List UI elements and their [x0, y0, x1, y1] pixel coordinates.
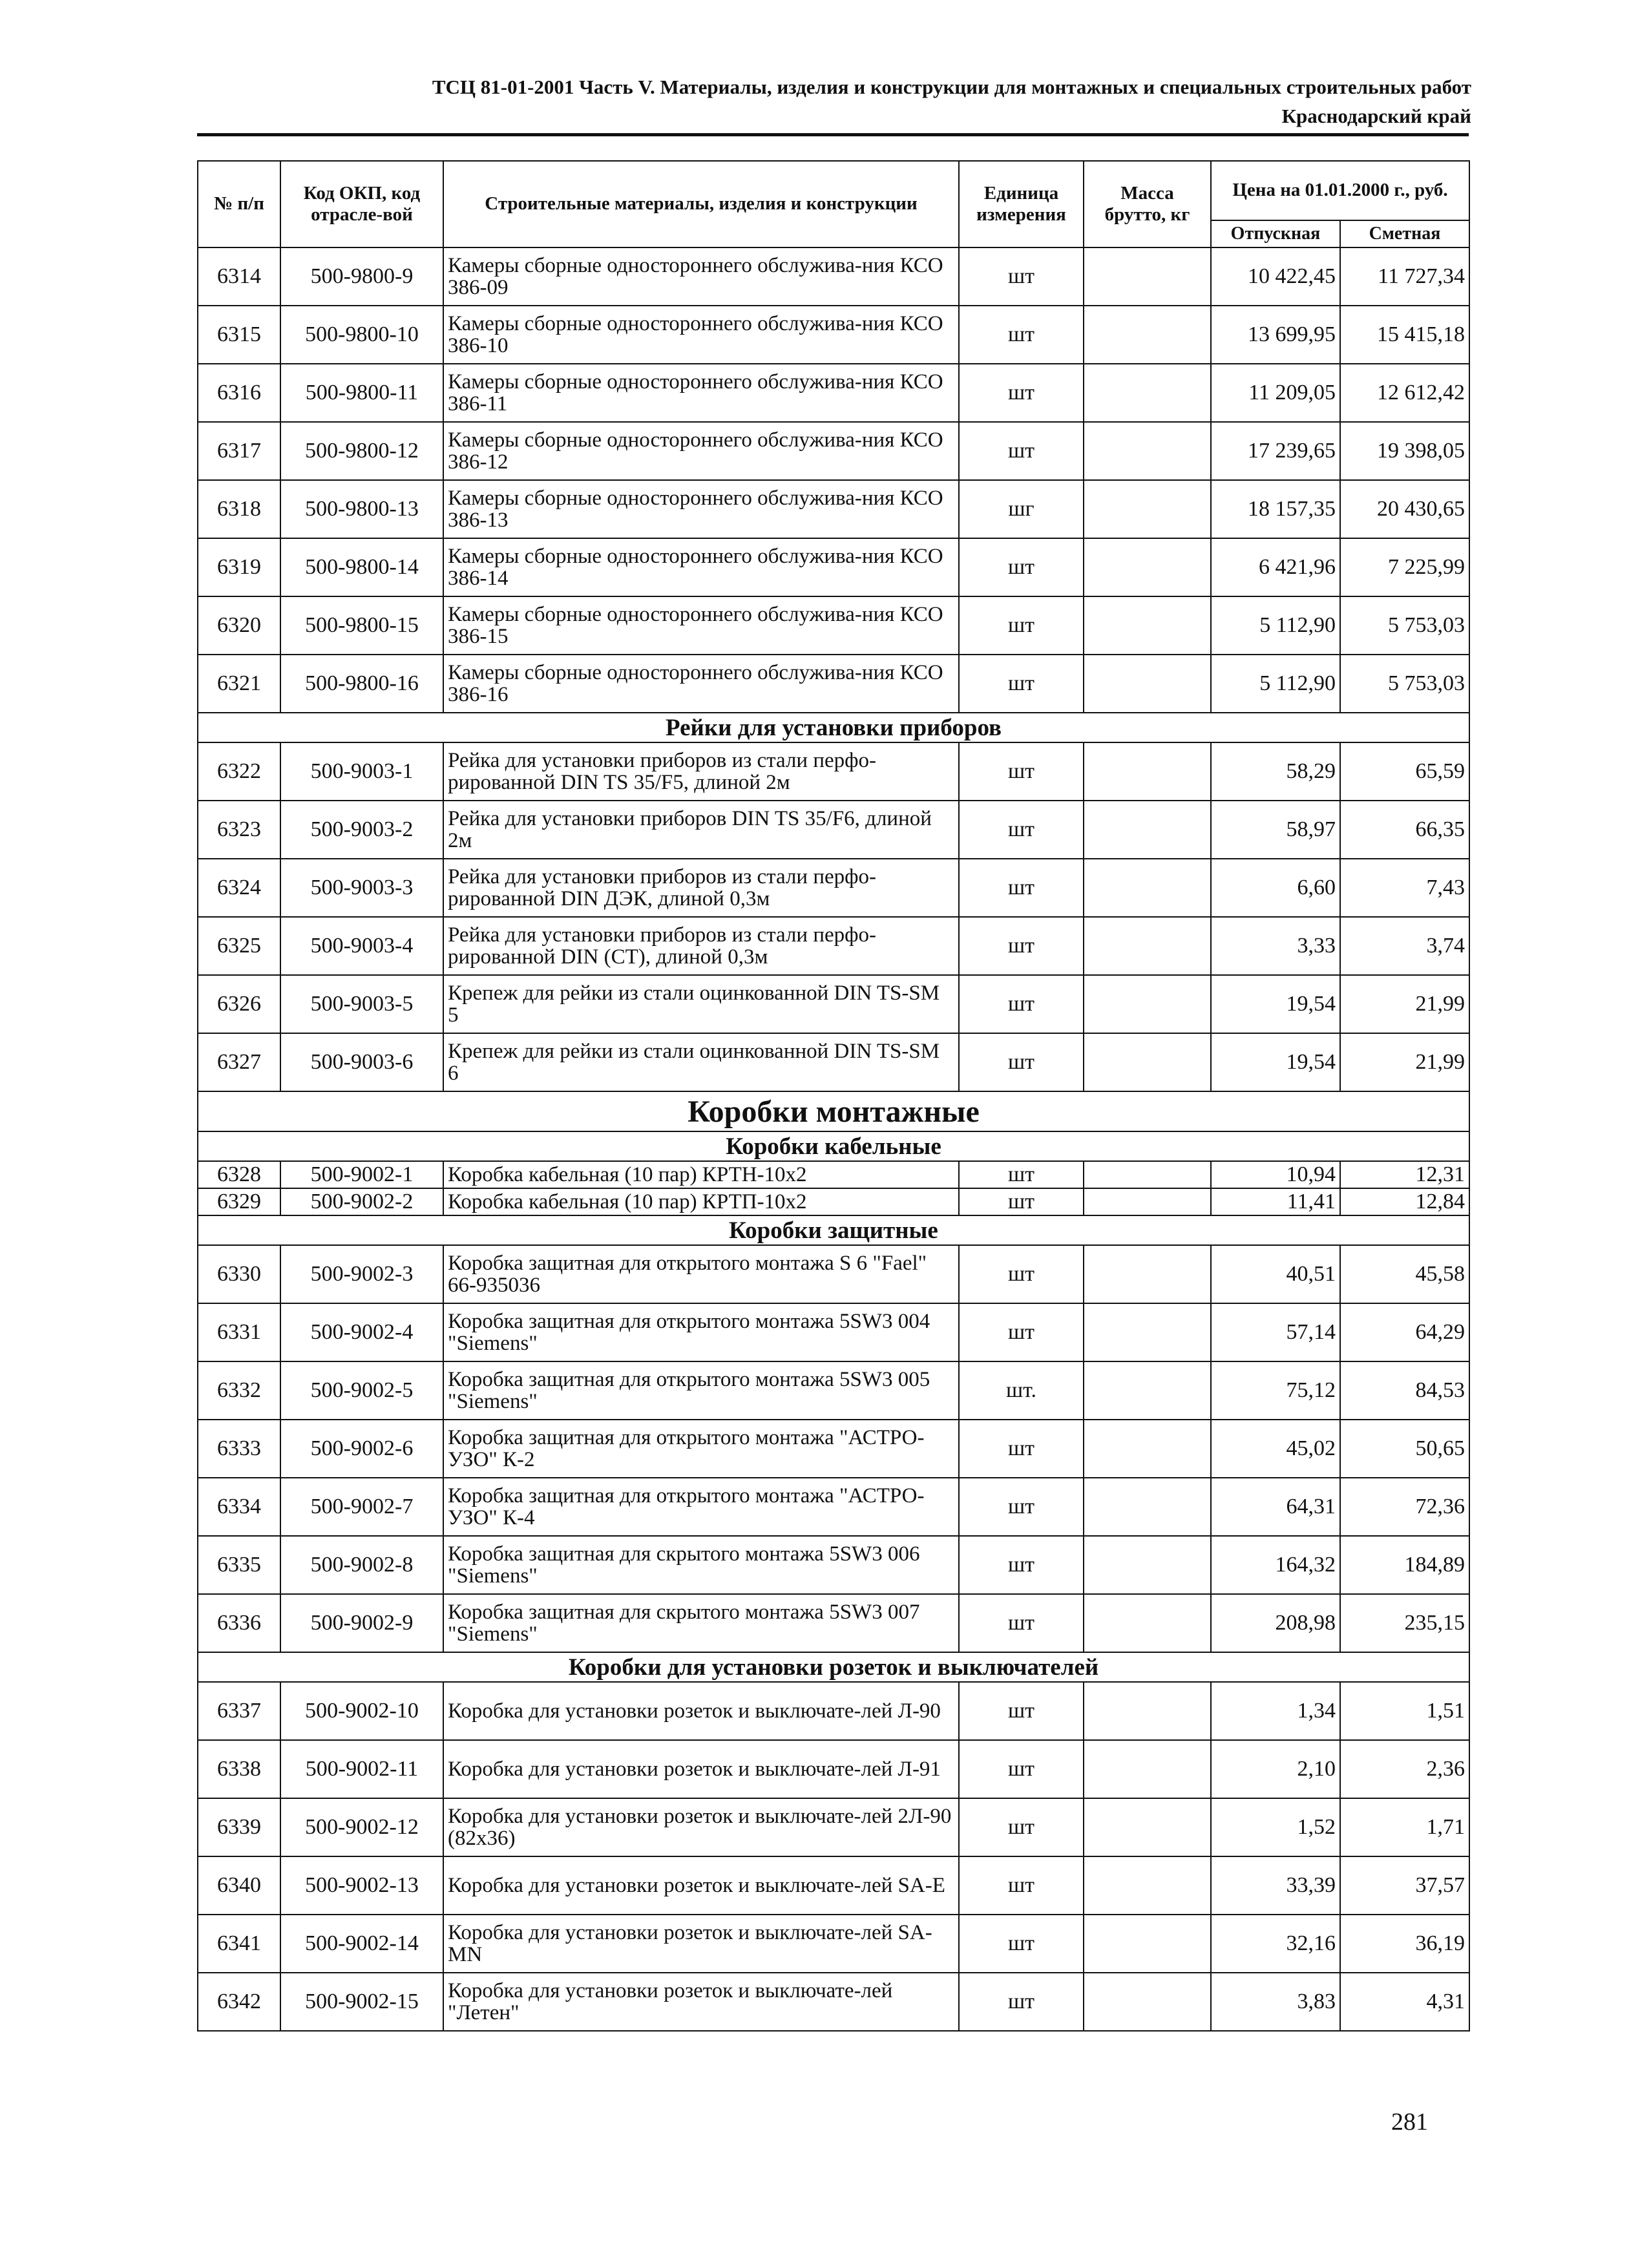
- row-unit: шт: [959, 1188, 1084, 1215]
- row-number: 6326: [198, 975, 280, 1033]
- row-name: Коробка защитная для скрытого монтажа 5SW3 007 "Siemens": [443, 1594, 959, 1652]
- row-unit: шт: [959, 1798, 1084, 1856]
- row-name: Крепеж для рейки из стали оцинкованной DIN TS-SM 5: [443, 975, 959, 1033]
- row-estimate-price: 72,36: [1340, 1478, 1469, 1536]
- row-unit: шт: [959, 917, 1084, 975]
- row-wholesale-price: 10 422,45: [1211, 247, 1340, 306]
- row-estimate-price: 15 415,18: [1340, 306, 1469, 364]
- row-estimate-price: 12,84: [1340, 1188, 1469, 1215]
- row-estimate-price: 84,53: [1340, 1361, 1469, 1420]
- row-number: 6322: [198, 742, 280, 801]
- row-name: Коробка защитная для скрытого монтажа 5SW3 006 "Siemens": [443, 1536, 959, 1594]
- row-name: Рейка для установки приборов из стали перфо-рированной DIN ДЭК, длиной 0,3м: [443, 859, 959, 917]
- row-number: 6336: [198, 1594, 280, 1652]
- row-code: 500-9002-3: [280, 1245, 443, 1303]
- row-mass: [1084, 422, 1211, 480]
- row-name: Коробка для установки розеток и выключате-лей "Летен": [443, 1973, 959, 2031]
- row-estimate-price: 4,31: [1340, 1973, 1469, 2031]
- row-mass: [1084, 742, 1211, 801]
- col-header-materials: Строительные материалы, изделия и конструкции: [443, 161, 959, 247]
- row-number: 6339: [198, 1798, 280, 1856]
- row-code: 500-9800-9: [280, 247, 443, 306]
- row-number: 6330: [198, 1245, 280, 1303]
- row-mass: [1084, 1303, 1211, 1361]
- row-code: 500-9003-6: [280, 1033, 443, 1091]
- row-unit: шт: [959, 655, 1084, 713]
- price-table: [197, 160, 1470, 2032]
- section-header-row: [198, 713, 1469, 742]
- row-wholesale-price: 1,52: [1211, 1798, 1340, 1856]
- row-estimate-price: 20 430,65: [1340, 480, 1469, 538]
- section-title: Коробки монтажные: [198, 1091, 1469, 1131]
- table-row: [198, 1798, 1469, 1856]
- row-wholesale-price: 18 157,35: [1211, 480, 1340, 538]
- row-wholesale-price: 40,51: [1211, 1245, 1340, 1303]
- table-row: [198, 1915, 1469, 1973]
- row-name: Камеры сборные одностороннего обслужива-ния КСО 386-16: [443, 655, 959, 713]
- row-unit: шт: [959, 1420, 1084, 1478]
- row-wholesale-price: 10,94: [1211, 1161, 1340, 1188]
- row-name: Коробка защитная для открытого монтажа 5SW3 005 "Siemens": [443, 1361, 959, 1420]
- row-unit: шт: [959, 1856, 1084, 1915]
- row-wholesale-price: 58,29: [1211, 742, 1340, 801]
- row-mass: [1084, 801, 1211, 859]
- row-mass: [1084, 655, 1211, 713]
- table-row: [198, 1245, 1469, 1303]
- row-wholesale-price: 19,54: [1211, 1033, 1340, 1091]
- row-code: 500-9800-12: [280, 422, 443, 480]
- row-mass: [1084, 247, 1211, 306]
- row-code: 500-9002-6: [280, 1420, 443, 1478]
- row-wholesale-price: 75,12: [1211, 1361, 1340, 1420]
- row-unit: шт: [959, 801, 1084, 859]
- row-code: 500-9003-2: [280, 801, 443, 859]
- row-name: Коробка защитная для открытого монтажа "АСТРО-УЗО" К-2: [443, 1420, 959, 1478]
- row-mass: [1084, 1915, 1211, 1973]
- row-wholesale-price: 1,34: [1211, 1682, 1340, 1740]
- row-mass: [1084, 1245, 1211, 1303]
- row-number: 6321: [198, 655, 280, 713]
- table-row: [198, 538, 1469, 596]
- row-number: 6323: [198, 801, 280, 859]
- row-number: 6315: [198, 306, 280, 364]
- col-header-mass: Масса брутто, кг: [1084, 161, 1211, 247]
- row-name: Коробка для установки розеток и выключате-лей Л-91: [443, 1740, 959, 1798]
- row-number: 6324: [198, 859, 280, 917]
- row-number: 6325: [198, 917, 280, 975]
- row-mass: [1084, 1033, 1211, 1091]
- row-name: Коробка для установки розеток и выключате-лей SA-MN: [443, 1915, 959, 1973]
- row-code: 500-9800-14: [280, 538, 443, 596]
- row-name: Коробка кабельная (10 пар) КРТН-10х2: [443, 1161, 959, 1188]
- row-number: 6317: [198, 422, 280, 480]
- table-row: [198, 975, 1469, 1033]
- row-unit: шт: [959, 742, 1084, 801]
- table-body: [198, 247, 1469, 2031]
- row-estimate-price: 5 753,03: [1340, 596, 1469, 655]
- row-mass: [1084, 1420, 1211, 1478]
- row-number: 6334: [198, 1478, 280, 1536]
- table-row: [198, 917, 1469, 975]
- row-mass: [1084, 480, 1211, 538]
- row-name: Коробка защитная для открытого монтажа S 6 "Fael" 66-935036: [443, 1245, 959, 1303]
- row-unit: шт: [959, 1478, 1084, 1536]
- row-name: Камеры сборные одностороннего обслужива-ния КСО 386-15: [443, 596, 959, 655]
- row-name: Коробка для установки розеток и выключате-лей SA-E: [443, 1856, 959, 1915]
- table-row: [198, 859, 1469, 917]
- row-wholesale-price: 3,83: [1211, 1973, 1340, 2031]
- row-mass: [1084, 1478, 1211, 1536]
- row-unit: шт: [959, 596, 1084, 655]
- row-estimate-price: 36,19: [1340, 1915, 1469, 1973]
- page-number: 281: [1391, 2108, 1428, 2136]
- row-code: 500-9800-16: [280, 655, 443, 713]
- section-title: Коробки кабельные: [198, 1131, 1469, 1161]
- row-number: 6337: [198, 1682, 280, 1740]
- row-number: 6329: [198, 1188, 280, 1215]
- row-unit: шт: [959, 1303, 1084, 1361]
- col-header-unit: Единица измерения: [959, 161, 1084, 247]
- row-code: 500-9002-5: [280, 1361, 443, 1420]
- table-row: [198, 1856, 1469, 1915]
- row-wholesale-price: 6,60: [1211, 859, 1340, 917]
- row-code: 500-9002-13: [280, 1856, 443, 1915]
- row-estimate-price: 37,57: [1340, 1856, 1469, 1915]
- table-row: [198, 364, 1469, 422]
- row-code: 500-9003-3: [280, 859, 443, 917]
- row-wholesale-price: 33,39: [1211, 1856, 1340, 1915]
- row-estimate-price: 12 612,42: [1340, 364, 1469, 422]
- row-number: 6327: [198, 1033, 280, 1091]
- row-wholesale-price: 2,10: [1211, 1740, 1340, 1798]
- row-estimate-price: 21,99: [1340, 975, 1469, 1033]
- table-row: [198, 480, 1469, 538]
- row-unit: шг: [959, 480, 1084, 538]
- row-unit: шт: [959, 1161, 1084, 1188]
- row-unit: шт: [959, 1536, 1084, 1594]
- row-mass: [1084, 975, 1211, 1033]
- row-mass: [1084, 1161, 1211, 1188]
- row-wholesale-price: 57,14: [1211, 1303, 1340, 1361]
- row-estimate-price: 1,71: [1340, 1798, 1469, 1856]
- row-mass: [1084, 1188, 1211, 1215]
- row-unit: шт: [959, 247, 1084, 306]
- row-estimate-price: 3,74: [1340, 917, 1469, 975]
- row-number: 6335: [198, 1536, 280, 1594]
- row-mass: [1084, 859, 1211, 917]
- row-mass: [1084, 1798, 1211, 1856]
- section-title: Коробки защитные: [198, 1215, 1469, 1245]
- row-name: Рейка для установки приборов DIN TS 35/F6, длиной 2м: [443, 801, 959, 859]
- row-estimate-price: 19 398,05: [1340, 422, 1469, 480]
- row-estimate-price: 5 753,03: [1340, 655, 1469, 713]
- row-mass: [1084, 1536, 1211, 1594]
- row-name: Рейка для установки приборов из стали перфо-рированной DIN (СТ), длиной 0,3м: [443, 917, 959, 975]
- table-row: [198, 1303, 1469, 1361]
- table-row: [198, 1740, 1469, 1798]
- section-header-row: [198, 1652, 1469, 1682]
- row-name: Камеры сборные одностороннего обслужива-ния КСО 386-12: [443, 422, 959, 480]
- row-wholesale-price: 58,97: [1211, 801, 1340, 859]
- row-wholesale-price: 3,33: [1211, 917, 1340, 975]
- row-number: 6320: [198, 596, 280, 655]
- col-header-wholesale: Отпускная: [1211, 220, 1340, 247]
- row-wholesale-price: 13 699,95: [1211, 306, 1340, 364]
- section-header-row: [198, 1091, 1469, 1131]
- section-header-row: [198, 1215, 1469, 1245]
- row-mass: [1084, 1856, 1211, 1915]
- row-unit: шт: [959, 1915, 1084, 1973]
- table-row: [198, 1478, 1469, 1536]
- table-row: [198, 1033, 1469, 1091]
- table-row: [198, 655, 1469, 713]
- row-estimate-price: 66,35: [1340, 801, 1469, 859]
- col-header-price-group: Цена на 01.01.2000 г., руб.: [1211, 161, 1469, 220]
- row-wholesale-price: 64,31: [1211, 1478, 1340, 1536]
- row-code: 500-9002-9: [280, 1594, 443, 1652]
- header-divider: [197, 133, 1469, 136]
- row-estimate-price: 11 727,34: [1340, 247, 1469, 306]
- row-wholesale-price: 17 239,65: [1211, 422, 1340, 480]
- col-header-estimate: Сметная: [1340, 220, 1469, 247]
- row-unit: шт: [959, 1740, 1084, 1798]
- row-code: 500-9002-2: [280, 1188, 443, 1215]
- row-name: Камеры сборные одностороннего обслужива-ния КСО 386-13: [443, 480, 959, 538]
- row-wholesale-price: 19,54: [1211, 975, 1340, 1033]
- col-header-okp-code: Код ОКП, код отрасле-вой: [280, 161, 443, 247]
- row-mass: [1084, 306, 1211, 364]
- row-code: 500-9002-8: [280, 1536, 443, 1594]
- document-title: ТСЦ 81-01-2001 Часть V. Материалы, изделия и конструкции для монтажных и специальных строительных работ: [432, 76, 1471, 98]
- table-row: [198, 422, 1469, 480]
- row-name: Камеры сборные одностороннего обслужива-ния КСО 386-14: [443, 538, 959, 596]
- row-estimate-price: 1,51: [1340, 1682, 1469, 1740]
- row-number: 6318: [198, 480, 280, 538]
- row-estimate-price: 64,29: [1340, 1303, 1469, 1361]
- row-unit: шт: [959, 1973, 1084, 2031]
- row-unit: шт: [959, 1594, 1084, 1652]
- row-number: 6332: [198, 1361, 280, 1420]
- row-unit: шт.: [959, 1361, 1084, 1420]
- row-code: 500-9800-13: [280, 480, 443, 538]
- row-wholesale-price: 164,32: [1211, 1536, 1340, 1594]
- row-unit: шт: [959, 975, 1084, 1033]
- row-name: Камеры сборные одностороннего обслужива-ния КСО 386-11: [443, 364, 959, 422]
- row-code: 500-9003-5: [280, 975, 443, 1033]
- row-name: Коробка защитная для открытого монтажа 5SW3 004 "Siemens": [443, 1303, 959, 1361]
- row-estimate-price: 21,99: [1340, 1033, 1469, 1091]
- row-mass: [1084, 596, 1211, 655]
- row-wholesale-price: 5 112,90: [1211, 655, 1340, 713]
- row-unit: шт: [959, 859, 1084, 917]
- table-row: [198, 596, 1469, 655]
- row-name: Коробка защитная для открытого монтажа "АСТРО-УЗО" К-4: [443, 1478, 959, 1536]
- row-code: 500-9002-7: [280, 1478, 443, 1536]
- row-name: Коробка для установки розеток и выключате-лей 2Л-90 (82х36): [443, 1798, 959, 1856]
- table-row: [198, 1361, 1469, 1420]
- row-name: Коробка кабельная (10 пар) КРТП-10х2: [443, 1188, 959, 1215]
- row-code: 500-9003-1: [280, 742, 443, 801]
- row-number: 6333: [198, 1420, 280, 1478]
- row-mass: [1084, 1361, 1211, 1420]
- row-name: Камеры сборные одностороннего обслужива-ния КСО 386-09: [443, 247, 959, 306]
- row-code: 500-9002-1: [280, 1161, 443, 1188]
- row-name: Крепеж для рейки из стали оцинкованной DIN TS-SM 6: [443, 1033, 959, 1091]
- row-number: 6316: [198, 364, 280, 422]
- row-wholesale-price: 6 421,96: [1211, 538, 1340, 596]
- row-wholesale-price: 11,41: [1211, 1188, 1340, 1215]
- row-mass: [1084, 1973, 1211, 2031]
- row-unit: шт: [959, 306, 1084, 364]
- row-estimate-price: 184,89: [1340, 1536, 1469, 1594]
- row-code: 500-9800-11: [280, 364, 443, 422]
- row-code: 500-9002-4: [280, 1303, 443, 1361]
- row-estimate-price: 12,31: [1340, 1161, 1469, 1188]
- row-code: 500-9002-12: [280, 1798, 443, 1856]
- row-code: 500-9002-15: [280, 1973, 443, 2031]
- row-name: Коробка для установки розеток и выключате-лей Л-90: [443, 1682, 959, 1740]
- row-estimate-price: 50,65: [1340, 1420, 1469, 1478]
- row-unit: шт: [959, 1033, 1084, 1091]
- row-estimate-price: 7,43: [1340, 859, 1469, 917]
- table-row: [198, 1682, 1469, 1740]
- row-code: 500-9002-10: [280, 1682, 443, 1740]
- row-unit: шт: [959, 1245, 1084, 1303]
- col-header-number: № п/п: [198, 161, 280, 247]
- row-wholesale-price: 11 209,05: [1211, 364, 1340, 422]
- table-row: [198, 1161, 1469, 1188]
- table-row: [198, 742, 1469, 801]
- section-header-row: [198, 1131, 1469, 1161]
- row-unit: шт: [959, 364, 1084, 422]
- row-name: Рейка для установки приборов из стали перфо-рированной DIN TS 35/F5, длиной 2м: [443, 742, 959, 801]
- row-estimate-price: 235,15: [1340, 1594, 1469, 1652]
- row-code: 500-9800-15: [280, 596, 443, 655]
- row-estimate-price: 7 225,99: [1340, 538, 1469, 596]
- row-code: 500-9002-11: [280, 1740, 443, 1798]
- row-mass: [1084, 917, 1211, 975]
- row-estimate-price: 45,58: [1340, 1245, 1469, 1303]
- row-number: 6314: [198, 247, 280, 306]
- table-row: [198, 247, 1469, 306]
- row-mass: [1084, 364, 1211, 422]
- row-code: 500-9002-14: [280, 1915, 443, 1973]
- table-row: [198, 1536, 1469, 1594]
- section-title: Рейки для установки приборов: [198, 713, 1469, 742]
- row-code: 500-9003-4: [280, 917, 443, 975]
- region-label: Краснодарский край: [1281, 105, 1471, 127]
- row-mass: [1084, 1682, 1211, 1740]
- row-number: 6328: [198, 1161, 280, 1188]
- row-number: 6342: [198, 1973, 280, 2031]
- row-mass: [1084, 1740, 1211, 1798]
- row-name: Камеры сборные одностороннего обслужива-ния КСО 386-10: [443, 306, 959, 364]
- section-title: Коробки для установки розеток и выключателей: [198, 1652, 1469, 1682]
- table-row: [198, 801, 1469, 859]
- row-unit: шт: [959, 538, 1084, 596]
- row-unit: шт: [959, 1682, 1084, 1740]
- table-row: [198, 1420, 1469, 1478]
- row-mass: [1084, 538, 1211, 596]
- row-wholesale-price: 208,98: [1211, 1594, 1340, 1652]
- row-mass: [1084, 1594, 1211, 1652]
- table-row: [198, 1973, 1469, 2031]
- row-wholesale-price: 45,02: [1211, 1420, 1340, 1478]
- table-row: [198, 1188, 1469, 1215]
- row-number: 6331: [198, 1303, 280, 1361]
- row-estimate-price: 65,59: [1340, 742, 1469, 801]
- row-number: 6319: [198, 538, 280, 596]
- row-wholesale-price: 5 112,90: [1211, 596, 1340, 655]
- row-number: 6340: [198, 1856, 280, 1915]
- row-unit: шт: [959, 422, 1084, 480]
- row-number: 6338: [198, 1740, 280, 1798]
- row-code: 500-9800-10: [280, 306, 443, 364]
- table-row: [198, 306, 1469, 364]
- table-row: [198, 1594, 1469, 1652]
- row-wholesale-price: 32,16: [1211, 1915, 1340, 1973]
- row-number: 6341: [198, 1915, 280, 1973]
- row-estimate-price: 2,36: [1340, 1740, 1469, 1798]
